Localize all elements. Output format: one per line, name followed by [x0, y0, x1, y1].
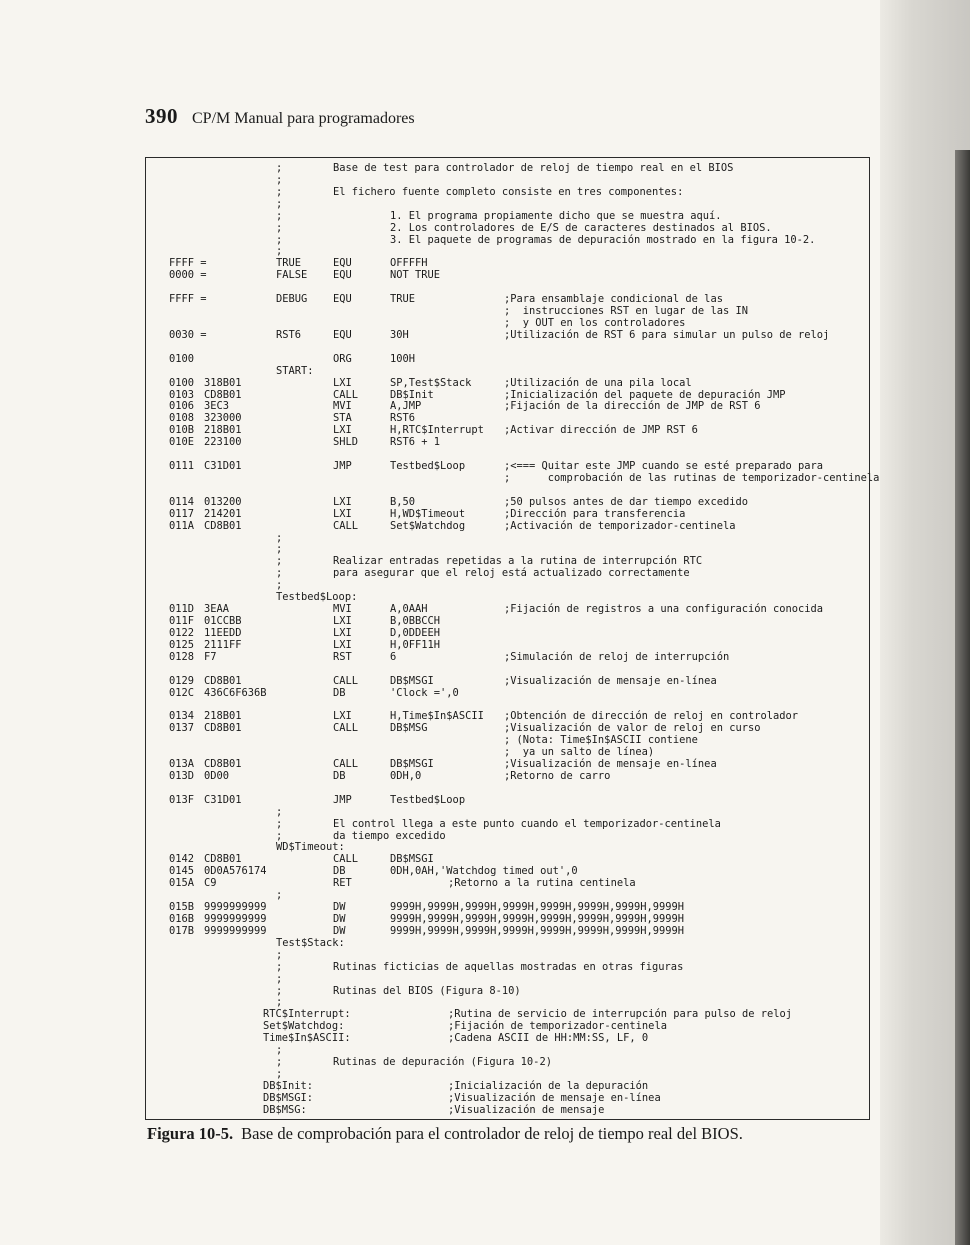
- line-comment-marker: ;: [276, 1067, 283, 1080]
- line-comment-marker: ;: [276, 233, 283, 246]
- line-object-code: F7: [204, 650, 217, 663]
- line-operand: TRUE: [390, 293, 416, 306]
- line-address: 0122: [169, 626, 195, 639]
- line-comment-marker: ;: [276, 817, 283, 830]
- line-object-code: 218B01: [204, 710, 242, 723]
- line-block-comment: Rutinas del BIOS (Figura 8-10): [333, 984, 521, 997]
- line-comment-marker: ;: [276, 805, 283, 818]
- line-comment: ;Dirección para transferencia: [504, 507, 686, 520]
- line-opcode: CALL: [333, 758, 359, 770]
- line-object-code: 01CCBB: [204, 615, 242, 627]
- line-address: 013D: [169, 769, 195, 782]
- line-object-code: 318B01: [204, 376, 242, 389]
- line-comment-marker: ;: [276, 579, 283, 592]
- line-opcode: DW: [333, 913, 346, 925]
- line-comment-marker: ;: [276, 209, 283, 222]
- line-address: 015B: [169, 901, 195, 913]
- line-opcode: LXI: [333, 495, 352, 508]
- line-address: 0134: [169, 710, 195, 723]
- line-object-code: 218B01: [204, 424, 242, 437]
- line-address: 012C: [169, 686, 195, 699]
- line-opcode: LXI: [333, 626, 352, 639]
- line-operand: A,JMP: [390, 400, 422, 413]
- line-address: 0129: [169, 674, 195, 687]
- line-opcode: DW: [333, 901, 346, 913]
- line-object-code: CD8B01: [204, 758, 242, 770]
- line-comment: ;Visualización de valor de reloj en curso: [504, 722, 761, 735]
- line-object-code: 214201: [204, 507, 242, 520]
- line-opcode: CALL: [333, 674, 359, 687]
- line-operand: 9999H,9999H,9999H,9999H,9999H,9999H,9999H,9999H: [390, 924, 685, 937]
- line-comment: ;50 pulsos antes de dar tiempo excedido: [504, 495, 748, 508]
- line-opcode: RET: [333, 877, 352, 890]
- page-number: 390: [145, 104, 178, 128]
- line-opcode: LXI: [333, 710, 352, 723]
- line-address: 017B: [169, 924, 195, 937]
- line-object-code: 0D0A576174: [204, 865, 267, 878]
- line-operand: 6: [390, 650, 397, 663]
- line-comment: ;Visualización de mensaje en-línea: [504, 758, 717, 770]
- line-address: 0114: [169, 495, 195, 508]
- line-block-comment: El control llega a este punto cuando el temporizador-centinela: [333, 817, 721, 830]
- line-comment-marker: ;: [276, 197, 283, 210]
- line-comment-marker: ;: [276, 948, 283, 961]
- line-opcode: EQU: [333, 257, 352, 270]
- caption-label: Figura 10-5.: [147, 1124, 234, 1143]
- line-comment: ;Rutina de servicio de interrupción para pulso de reloj: [448, 1008, 793, 1021]
- line-operand: DB$MSGI: [390, 758, 434, 770]
- line-operand: 0DH,0AH,'Watchdog timed out',0: [390, 865, 578, 878]
- line-block-comment: para asegurar que el reloj está actualizado correctamente: [333, 567, 690, 580]
- line-address: 010B: [169, 424, 195, 437]
- line-comment-marker: ;: [276, 543, 283, 556]
- line-operand: B,50: [390, 495, 416, 508]
- line-block-comment: Rutinas ficticias de aquellas mostradas en otras figuras: [333, 960, 684, 973]
- line-comment-marker: ;: [276, 996, 283, 1009]
- line-label: RST6: [276, 328, 302, 341]
- line-operand: DB$MSG: [390, 722, 428, 735]
- line-operand: SP,Test$Stack: [390, 376, 472, 389]
- line-label: DEBUG: [276, 293, 308, 306]
- page-header: [145, 104, 415, 129]
- line-opcode: DB: [333, 769, 346, 782]
- line-address: 011A: [169, 519, 195, 532]
- line-address: 0117: [169, 507, 195, 520]
- line-object-code: CD8B01: [204, 388, 242, 401]
- line-opcode: MVI: [333, 603, 352, 615]
- line-comment: ;<=== Quitar este JMP cuando se esté preparado para: [504, 460, 824, 472]
- line-comment: ; comprobación de las rutinas de temporizador-centinela: [504, 471, 880, 484]
- line-label: FALSE: [276, 269, 308, 282]
- line-object-code: 2111FF: [204, 638, 242, 651]
- line-block-comment: 3. El paquete de programas de depuración mostrado en la figura 10-2.: [390, 233, 816, 246]
- line-comment-marker: ;: [276, 245, 283, 258]
- line-operand: H,0FF11H: [390, 638, 441, 651]
- line-object-code: 0D00: [204, 769, 230, 782]
- line-comment: ;Retorno de carro: [504, 769, 611, 782]
- line-address: 0103: [169, 388, 195, 401]
- line-comment: ;Cadena ASCII de HH:MM:SS, LF, 0: [448, 1032, 649, 1045]
- line-comment: ;Inicialización de la depuración: [448, 1079, 649, 1092]
- line-address: 015A: [169, 877, 195, 890]
- line-address: 016B: [169, 913, 195, 925]
- line-opcode: DB: [333, 686, 346, 699]
- line-operand: NOT TRUE: [390, 269, 441, 282]
- line-opcode: JMP: [333, 793, 352, 806]
- line-object-code: 3EC3: [204, 400, 230, 413]
- line-label: Set$Watchdog:: [263, 1020, 345, 1033]
- line-comment: ;Visualización de mensaje en-línea: [504, 674, 717, 687]
- line-object-code: 9999999999: [204, 913, 267, 925]
- line-operand: 'Clock =',0: [390, 686, 459, 699]
- code-listing-box: [145, 157, 880, 1120]
- line-operand: A,0AAH: [390, 603, 428, 615]
- line-label: WD$Timeout:: [276, 841, 345, 854]
- line-opcode: CALL: [333, 853, 359, 866]
- line-comment-marker: ;: [276, 960, 283, 973]
- line-address: 0145: [169, 865, 195, 878]
- line-comment-marker: ;: [276, 829, 283, 842]
- line-address: 0030 =: [169, 328, 207, 341]
- line-opcode: LXI: [333, 638, 352, 651]
- line-operand: Testbed$Loop: [390, 793, 466, 806]
- binding-edge: [955, 150, 970, 1245]
- line-label: DB$MSG:: [263, 1103, 307, 1116]
- line-comment: ;Para ensamblaje condicional de las: [504, 293, 723, 306]
- line-comment-marker: ;: [276, 1056, 283, 1068]
- line-operand: DB$MSGI: [390, 674, 434, 687]
- caption-text: Base de comprobación para el controlador de reloj de tiempo real del BIOS.: [241, 1124, 743, 1143]
- line-operand: 100H: [390, 352, 416, 365]
- line-block-comment: 1. El programa propiamente dicho que se muestra aquí.: [390, 209, 722, 222]
- line-object-code: 9999999999: [204, 924, 267, 937]
- line-operand: DB$MSGI: [390, 853, 434, 866]
- line-opcode: EQU: [333, 269, 352, 282]
- line-comment: ;Fijación de registros a una configuración conocida: [504, 603, 824, 615]
- line-address: 011F: [169, 615, 195, 627]
- line-address: 013F: [169, 793, 195, 806]
- line-opcode: CALL: [333, 519, 359, 532]
- running-title: CP/M Manual para programadores: [192, 110, 415, 127]
- line-address: FFFF =: [169, 257, 207, 270]
- line-opcode: CALL: [333, 388, 359, 401]
- line-comment: ;Activación de temporizador-centinela: [504, 519, 736, 532]
- line-comment: ; ya un salto de línea): [504, 746, 655, 759]
- line-block-comment: Rutinas de depuración (Figura 10-2): [333, 1056, 552, 1068]
- line-operand: Testbed$Loop: [390, 460, 466, 472]
- line-object-code: CD8B01: [204, 722, 242, 735]
- line-label: Time$In$ASCII:: [263, 1032, 351, 1045]
- line-comment-marker: ;: [276, 567, 283, 580]
- line-object-code: CD8B01: [204, 674, 242, 687]
- line-comment: ;Retorno a la rutina centinela: [448, 877, 636, 890]
- line-address: FFFF =: [169, 293, 207, 306]
- line-operand: H,WD$Timeout: [390, 507, 466, 520]
- line-block-comment: 2. Los controladores de E/S de caracteres destinados al BIOS.: [390, 221, 772, 234]
- line-object-code: 436C6F636B: [204, 686, 267, 699]
- line-object-code: CD8B01: [204, 853, 242, 866]
- line-opcode: RST: [333, 650, 352, 663]
- line-address: 0128: [169, 650, 195, 663]
- line-label: RTC$Interrupt:: [263, 1008, 351, 1021]
- line-comment-marker: ;: [276, 889, 283, 902]
- line-operand: 9999H,9999H,9999H,9999H,9999H,9999H,9999H,9999H: [390, 913, 685, 925]
- line-object-code: 223100: [204, 436, 242, 449]
- line-label: Test$Stack:: [276, 936, 345, 949]
- line-comment: ;Activar dirección de JMP RST 6: [504, 424, 698, 437]
- line-operand: D,0DDEEH: [390, 626, 441, 639]
- line-label: TRUE: [276, 257, 302, 270]
- line-opcode: SHLD: [333, 436, 359, 449]
- line-address: 0106: [169, 400, 195, 413]
- line-opcode: STA: [333, 412, 352, 425]
- line-comment-marker: ;: [276, 531, 283, 544]
- line-comment: ;Simulación de reloj de interrupción: [504, 650, 730, 663]
- line-opcode: MVI: [333, 400, 352, 413]
- line-object-code: C31D01: [204, 793, 242, 806]
- line-address: 010E: [169, 436, 195, 449]
- line-label: DB$Init:: [263, 1079, 314, 1092]
- line-opcode: LXI: [333, 615, 352, 627]
- line-opcode: DW: [333, 924, 346, 937]
- line-comment: ; instrucciones RST en lugar de las IN: [504, 305, 748, 317]
- line-address: 0125: [169, 638, 195, 651]
- line-object-code: CD8B01: [204, 519, 242, 532]
- line-comment: ;Visualización de mensaje en-línea: [448, 1091, 661, 1104]
- line-object-code: C31D01: [204, 460, 242, 472]
- line-opcode: CALL: [333, 722, 359, 735]
- line-comment-marker: ;: [276, 972, 283, 985]
- line-operand: 0DH,0: [390, 769, 422, 782]
- line-address: 0100: [169, 376, 195, 389]
- line-comment: ;Fijación de temporizador-centinela: [448, 1020, 667, 1033]
- line-comment: ;Obtención de dirección de reloj en controlador: [504, 710, 799, 723]
- line-comment-marker: ;: [276, 173, 283, 186]
- line-address: 0000 =: [169, 269, 207, 282]
- line-address: 0111: [169, 460, 195, 472]
- line-address: 0108: [169, 412, 195, 425]
- line-object-code: 11EEDD: [204, 626, 242, 639]
- line-comment: ; (Nota: Time$In$ASCII contiene: [504, 734, 698, 747]
- line-opcode: JMP: [333, 460, 352, 472]
- line-operand: B,0BBCCH: [390, 615, 441, 627]
- line-block-comment: Realizar entradas repetidas a la rutina de interrupción RTC: [333, 555, 703, 568]
- line-comment-marker: ;: [276, 162, 283, 174]
- line-operand: RST6: [390, 412, 416, 425]
- line-operand: H,Time$In$ASCII: [390, 710, 484, 723]
- line-operand: Set$Watchdog: [390, 519, 466, 532]
- line-comment: ;Utilización de RST 6 para simular un pulso de reloj: [504, 328, 830, 341]
- line-opcode: EQU: [333, 293, 352, 306]
- line-opcode: EQU: [333, 328, 352, 341]
- line-address: 0137: [169, 722, 195, 735]
- line-operand: DB$Init: [390, 388, 434, 401]
- line-comment: ;Fijación de la dirección de JMP de RST 6: [504, 400, 761, 413]
- line-operand: H,RTC$Interrupt: [390, 424, 484, 437]
- line-object-code: 3EAA: [204, 603, 230, 615]
- line-operand: 30H: [390, 328, 409, 341]
- line-opcode: ORG: [333, 352, 352, 365]
- line-comment: ;Utilización de una pila local: [504, 376, 692, 389]
- line-opcode: LXI: [333, 376, 352, 389]
- line-operand: OFFFFH: [390, 257, 428, 270]
- line-label: START:: [276, 364, 314, 377]
- line-label: Testbed$Loop:: [276, 591, 358, 604]
- line-object-code: 323000: [204, 412, 242, 425]
- line-opcode: LXI: [333, 424, 352, 437]
- line-label: DB$MSGI:: [263, 1091, 314, 1104]
- line-object-code: 9999999999: [204, 901, 267, 913]
- line-opcode: DB: [333, 865, 346, 878]
- line-comment-marker: ;: [276, 221, 283, 234]
- line-block-comment: Base de test para controlador de reloj de tiempo real en el BIOS: [333, 162, 734, 174]
- line-comment: ; y OUT en los controladores: [504, 317, 686, 329]
- line-address: 011D: [169, 603, 195, 615]
- line-object-code: 013200: [204, 495, 242, 508]
- line-address: 0100: [169, 352, 195, 365]
- line-comment: ;Inicialización del paquete de depuración JMP: [504, 388, 786, 401]
- line-block-comment: El fichero fuente completo consiste en tres componentes:: [333, 185, 684, 198]
- line-comment-marker: ;: [276, 555, 283, 568]
- line-operand: RST6 + 1: [390, 436, 441, 449]
- line-comment-marker: ;: [276, 185, 283, 198]
- line-comment-marker: ;: [276, 984, 283, 997]
- line-opcode: LXI: [333, 507, 352, 520]
- line-comment-marker: ;: [276, 1044, 283, 1057]
- figure-caption: [147, 1124, 743, 1144]
- line-address: 013A: [169, 758, 195, 770]
- line-block-comment: da tiempo excedido: [333, 829, 446, 842]
- line-object-code: C9: [204, 877, 217, 890]
- line-address: 0142: [169, 853, 195, 866]
- line-comment: ;Visualización de mensaje: [448, 1103, 605, 1116]
- line-operand: 9999H,9999H,9999H,9999H,9999H,9999H,9999H,9999H: [390, 901, 685, 913]
